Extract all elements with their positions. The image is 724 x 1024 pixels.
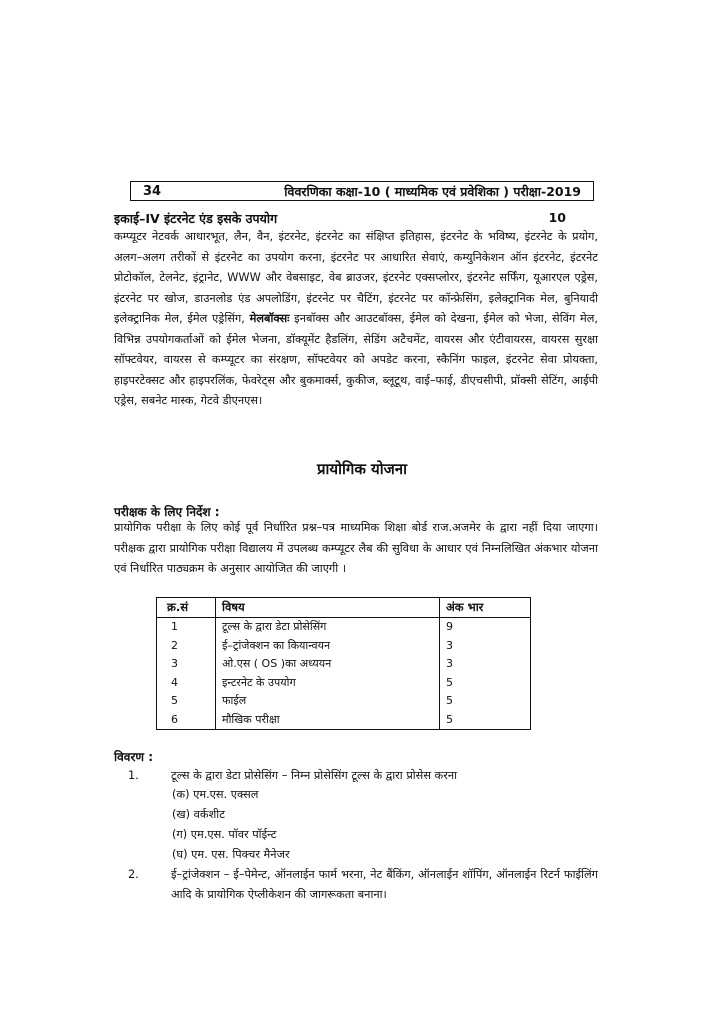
unit-title: इकाई–IV इंटरनेट एंड इसके उपयोग xyxy=(114,211,278,226)
row-marks: 3 xyxy=(440,655,531,674)
sub-item: (घ) एम. एस. पिक्चर मैनेजर xyxy=(172,848,290,861)
syllabus-text-part1: कम्प्यूटर नेटवर्क आधारभूत, लैन, वैन, इंटरनेट, इंटरनेट का संक्षिप्त इतिहास, इंटरनेट के भविष्य, इंटरनेट के प्रयोग, अलग–अलग तरीकों से इंटरनेट का उपयोग करना, इंटरनेट पर आधारित सेवाएं, कम्युनिकेशन ऑन इंटरनेट, इंटरनेट प्रोटोकॉल, टेलनेट, इंट्रानेट, WWW और वेबसाइट, वेब ब्राउजर, इंटरनेट एक्सप्लोरर, इंटरनेट सर्फिंग, यूआरएल एड्रेस, इंटरनेट पर खोज, डाउनलोड एंड अपलोडिंग, इंटरनेट पर चैटिंग, इंटरनेट पर कॉन्फ्रेसिंग, इलेक्ट्रानिक मेल, बुनियादी इलेक्ट्रानिक मेल, ईमेल एड्रेसिंग, xyxy=(114,230,598,325)
syllabus-text-part2: इनबॉक्स और आउटबॉक्स, ईमेल को देखना, ईमेल को भेजा, सेविंग मेल, विभिन्न उपयोगकर्ताओं को ईमेल भेजना, डॉक्यूमेंट हैडलिंग, सेडिंग अटैचमेंट, वायरस और एंटीवायरस, वायरस सुरक्षा सॉफ्टवेयर, वायरस से कम्प्यूटर का संरक्षण, सॉफ्टवेयर को अपडेट करना, स्कैनिंग फाइल, इंटरनेट सेवा प्रोयक्ता, हाइपरटेक्सट और हाइपरलिंक, फेवरेट्स और बुकमार्क्स, कुकीज, ब्लूटूथ, वाई–फाई, डीएचसीपी, प्रॉक्सी सेटिंग, आईपी एड्रेस, सबनेट मास्क, गेटवे डीएनएस। xyxy=(114,312,599,407)
table-row xyxy=(157,673,531,692)
details-heading: विवरण : xyxy=(114,750,154,764)
marks-distribution-table xyxy=(156,597,531,730)
row-serial: 6 xyxy=(157,710,216,729)
table-header-row xyxy=(157,598,531,618)
sub-item: (ख) वर्कशीट xyxy=(172,808,225,821)
examiner-instructions-text: प्रायोगिक परीक्षा के लिए कोई पूर्व निर्धारित प्रश्न–पत्र माध्यमिक शिक्षा बोर्ड राज.अजमेर के द्वारा नहीं दिया जाएगा। परीक्षक द्वारा प्रायोगिक परीक्षा विद्यालय में उपलब्ध कम्प्यूटर लैब की सुविधा के आधार एवं निम्नलिखित अंकभार योजना एवं निर्धारित पाठ्यक्रम के अनुसार आयोजित की जाएगी । xyxy=(114,521,598,575)
row-subject: टूल्स के द्वारा डेटा प्रोसेसिंग xyxy=(216,617,440,636)
row-subject: इन्टरनेट के उपयोग xyxy=(216,673,440,692)
unit-syllabus-paragraph xyxy=(114,227,598,412)
header-subject: विषय xyxy=(216,598,440,618)
sub-item: (ग) एम.एस. पॉवर पॉईन्ट xyxy=(172,828,277,841)
item-text: टूल्स के द्वारा डेटा प्रोसेसिंग – निम्न प्रोसेसिंग टूल्स के द्वारा प्रोसेस करना xyxy=(171,769,458,782)
unit-marks: 10 xyxy=(548,210,566,225)
table-row xyxy=(157,692,531,711)
sub-item: (क) एम.एस. एक्सल xyxy=(172,788,259,801)
header-serial: क्र.सं xyxy=(157,598,216,618)
running-title: विवरणिका कक्षा-10 ( माध्यमिक एवं प्रवेशिका ) परीक्षा-2019 xyxy=(284,183,581,199)
item-number: 2. xyxy=(128,868,139,881)
table-row xyxy=(157,710,531,729)
row-marks: 5 xyxy=(440,710,531,729)
row-marks: 5 xyxy=(440,692,531,711)
unit-heading xyxy=(114,210,584,227)
header-marks: अंक भार xyxy=(440,598,531,618)
row-marks: 5 xyxy=(440,673,531,692)
row-subject: फाईल xyxy=(216,692,440,711)
table-row xyxy=(157,617,531,636)
examiner-instructions-heading: परीक्षक के लिए निर्देश : xyxy=(114,505,220,519)
practical-scheme-heading: प्रायोगिक योजना xyxy=(316,460,407,478)
syllabus-bold-term: मेलबॉक्सः xyxy=(249,312,290,325)
page-number: 34 xyxy=(143,183,162,199)
item-number: 1. xyxy=(128,769,139,782)
item-text: ई–ट्रांजेक्शन – ई–पेमेन्ट, ऑनलाईन फार्म भरना, नेट बैंकिंग, ऑनलाईन शॉपिंग, ऑनलाईन रिटर्न फाईलिंग आदि के प्रायोगिक ऐप्लीकेशन की जागरूकता बनाना। xyxy=(171,868,598,901)
row-subject: ई–ट्रांजेक्शन का कियान्वयन xyxy=(216,636,440,655)
row-serial: 5 xyxy=(157,692,216,711)
row-serial: 2 xyxy=(157,636,216,655)
table-row xyxy=(157,636,531,655)
row-marks: 3 xyxy=(440,636,531,655)
table-row xyxy=(157,655,531,674)
page-header xyxy=(130,181,594,201)
row-serial: 3 xyxy=(157,655,216,674)
row-subject: मौखिक परीक्षा xyxy=(216,710,440,729)
row-serial: 1 xyxy=(157,617,216,636)
row-subject: ओ.एस ( OS )का अध्ययन xyxy=(216,655,440,674)
row-serial: 4 xyxy=(157,673,216,692)
row-marks: 9 xyxy=(440,617,531,636)
